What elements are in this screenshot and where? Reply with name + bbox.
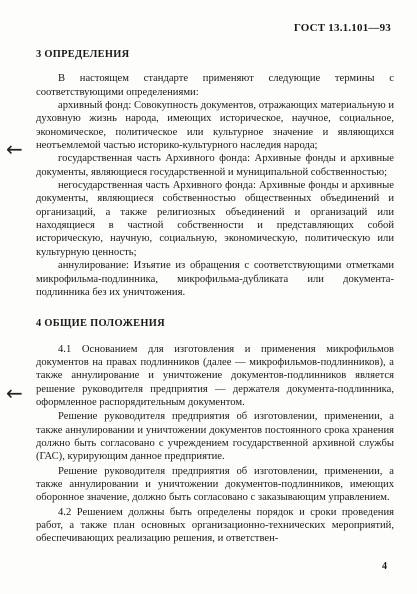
binding-hole-mark: ←	[6, 137, 23, 161]
paragraph: аннулирование: Изъятие из обращения с соответствующими отметками микрофильма-подлинника, микрофильма-дубликата или документа-подлинника без их уничтожения.	[36, 260, 394, 298]
document-header: ГОСТ 13.1.101—93	[293, 22, 391, 34]
document-body	[36, 48, 394, 546]
binding-hole-mark: ←	[6, 381, 23, 405]
paragraph: Решение руководителя предприятия об изготовлении, применении, а также аннулировании и уничтожении документов постоянного срока хранения должно быть согласовано с учреждением государственной архивной службы (ГАС), курирующим данное предприятие.	[36, 411, 394, 463]
paragraph: архивный фонд: Совокупность документов, отражающих материальную и духовную жизнь народа, имеющих историческое, научное, социальное, экономическое, политическое или культурное значение и являющихся неотъемлемой частью историко-культурного наследия народа;	[36, 100, 394, 152]
paragraph: негосударственная часть Архивного фонда: Архивные фонды и архивные документы, являющиеся собственностью общественных объединений и организаций, а также религиозных объединений и организаций или находящиеся в частной собственности и представляющих собой историческую, научную, социальную, экономическую, политическую или культурную ценность;	[36, 180, 394, 258]
paragraph: государственная часть Архивного фонда: Архивные фонды и архивные документы, являющиеся государственной и муниципальной собственностью;	[36, 153, 394, 178]
paragraph: В настоящем стандарте применяют следующие термины с соответствующими определениями:	[36, 73, 394, 98]
section-title: 4 ОБЩИЕ ПОЛОЖЕНИЯ	[36, 318, 165, 330]
section-title: 3 ОПРЕДЕЛЕНИЯ	[36, 49, 130, 60]
page-number: 4	[382, 561, 387, 572]
paragraph: 4.1 Основанием для изготовления и применения микрофильмов документов на правах подлинников (далее — микрофильмов-подлинников), а также аннулирование и уничтожение документов-подлинников является решение руководителя предприятия — держателя документа-подлинника, оформленное распорядительным документом.	[36, 343, 394, 408]
paragraph: 4.2 Решением должны быть определены порядок и сроки проведения работ, а также план основных организационно-технических мероприятий, обеспечивающих реализацию решения, и ответствен-	[36, 506, 394, 545]
paragraph: Решение руководителя предприятия об изготовлении, применении, а также аннулировании и уничтожении документов-подлинников, имеющих оборонное значение, должно быть согласовано с заказывающим управлением.	[36, 465, 394, 504]
